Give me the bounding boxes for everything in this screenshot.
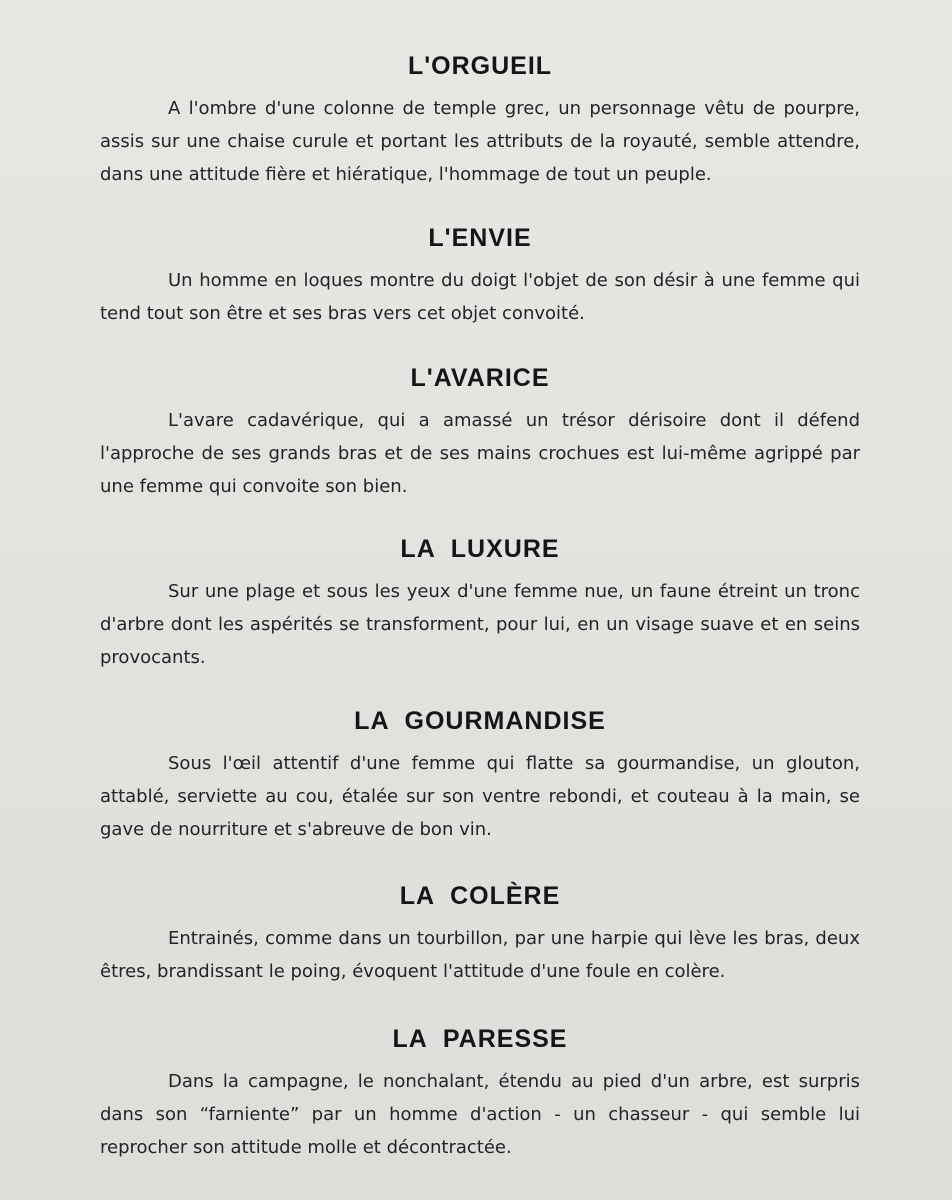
section-title: L'ORGUEIL: [407, 52, 553, 80]
section-text: Entrainés, comme dans un tourbillon, par une harpie qui lève les bras, deux êtres, brandissant le poing, évoquent l'attitude d'une foule en colère.: [100, 928, 860, 982]
section-text: Dans la campagne, le nonchalant, étendu au pied d'un arbre, est surpris dans son “farniente” par un homme d'action - un chasseur - qui semble lui reprocher son attitude molle et décontractée.: [100, 1071, 860, 1158]
section-luxure: [100, 533, 860, 674]
section-orgueil: [100, 50, 860, 191]
section-text: Un homme en loques montre du doigt l'objet de son désir à une femme qui tend tout son être et ses bras vers cet objet convoité.: [100, 270, 860, 324]
section-text: A l'ombre d'une colonne de temple grec, un personnage vêtu de pourpre, assis sur une chaise curule et portant les attributs de la royauté, semble attendre, dans une attitude fière et hiératique, l'hommage de tout un peuple.: [100, 98, 860, 185]
section-title: LA PARESSE: [392, 1025, 568, 1053]
section-title: LA GOURMANDISE: [354, 707, 606, 735]
section-text: Sous l'œil attentif d'une femme qui flatte sa gourmandise, un glouton, attablé, serviette au cou, étalée sur son ventre rebondi, et couteau à la main, se gave de nourriture et s'abreuve de bon vin.: [100, 753, 860, 840]
section-text: L'avare cadavérique, qui a amassé un trésor dérisoire dont il défend l'approche de ses grands bras et de ses mains crochues est lui-même agrippé par une femme qui convoite son bien.: [100, 410, 860, 497]
section-title: LA LUXURE: [400, 535, 560, 563]
section-text: Sur une plage et sous les yeux d'une femme nue, un faune étreint un tronc d'arbre dont les aspérités se transforment, pour lui, en un visage suave et en seins provocants.: [100, 581, 860, 668]
section-avarice: [100, 362, 860, 503]
section-envie: [100, 222, 860, 330]
section-title: L'AVARICE: [410, 364, 550, 392]
section-paresse: [100, 1023, 860, 1164]
section-title: L'ENVIE: [428, 224, 532, 252]
section-colere: [100, 880, 860, 988]
section-gourmandise: [100, 705, 860, 846]
section-title: LA COLÈRE: [399, 882, 561, 910]
